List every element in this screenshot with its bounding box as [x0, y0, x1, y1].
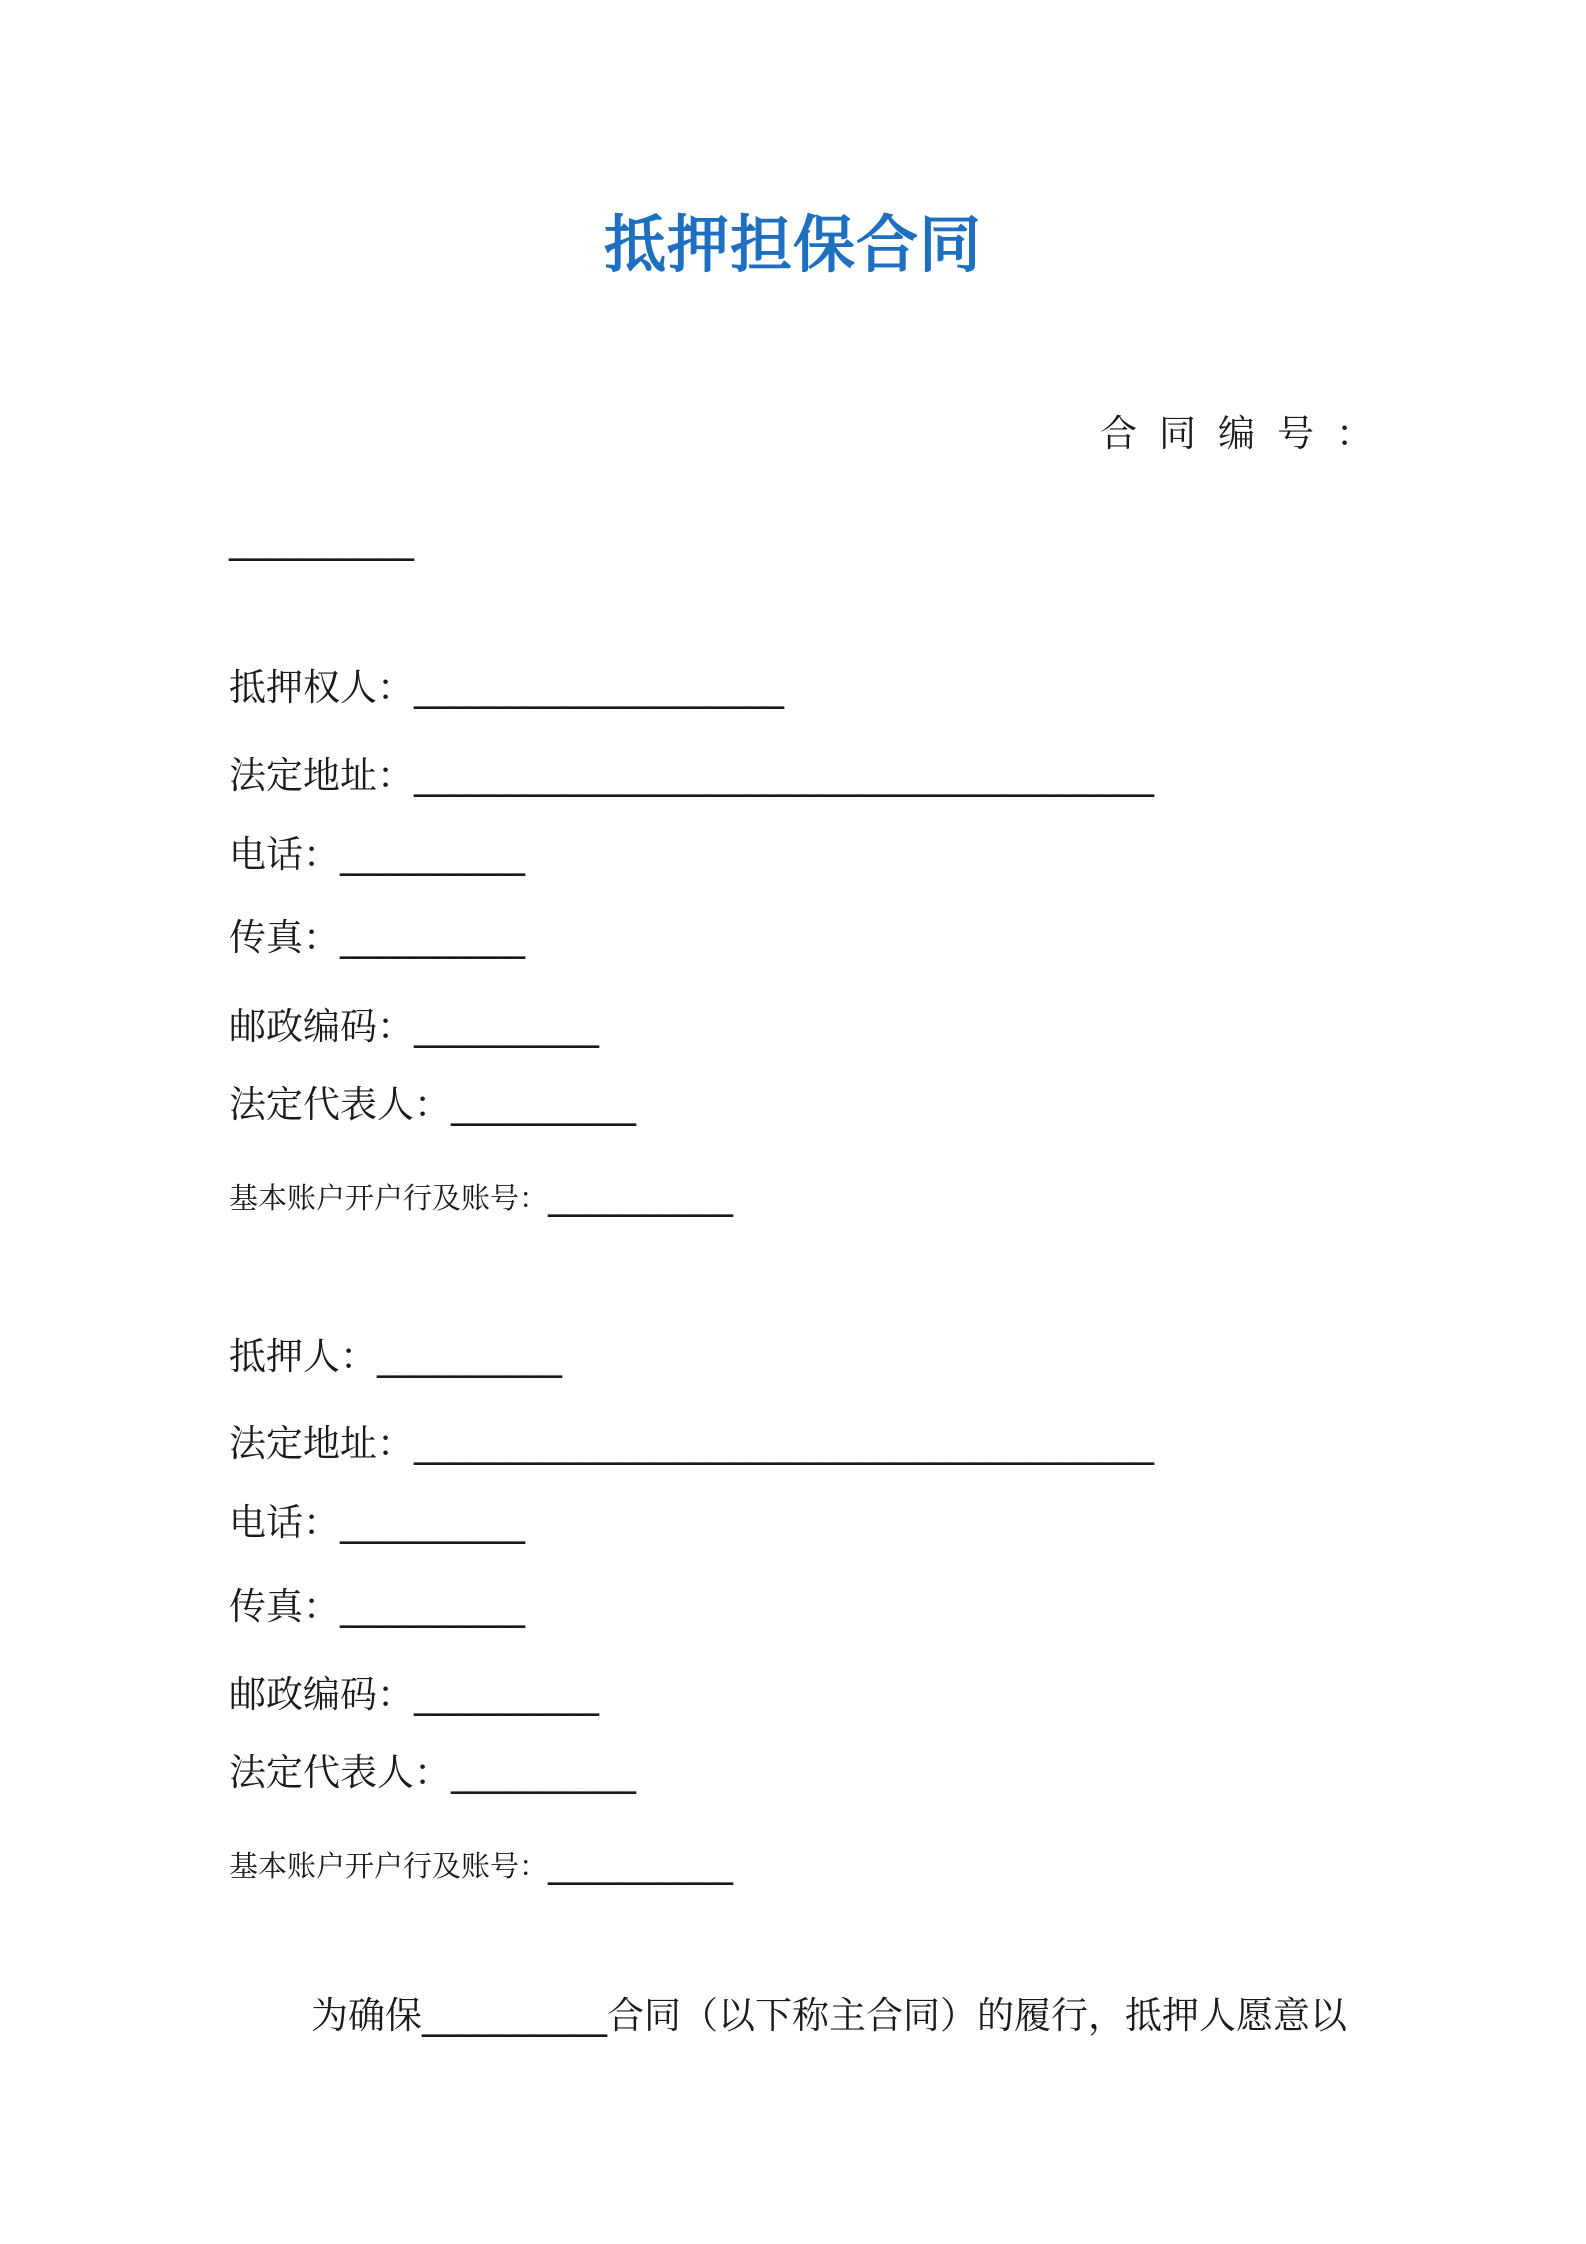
mortgagor-name-blank: __________	[377, 1335, 562, 1378]
mortgagor-rep-label: 法定代表人：	[229, 1751, 451, 1794]
mortgagee-bank-field	[229, 1174, 733, 1220]
mortgagor-name-field	[229, 1331, 562, 1383]
mortgagor-fax-blank: __________	[340, 1585, 525, 1628]
mortgagee-address-blank: ________________________________________	[414, 754, 1154, 797]
mortgagor-rep-blank: __________	[451, 1751, 636, 1794]
mortgagor-name-label: 抵押人：	[229, 1335, 377, 1378]
mortgagor-address-blank: ________________________________________	[414, 1422, 1154, 1465]
mortgagor-address-label: 法定地址：	[229, 1422, 414, 1465]
intro-paragraph: 为确保__________合同（以下称主合同）的履行，抵押人愿意以	[311, 1994, 1347, 2037]
contract-number-blank: __________	[229, 518, 414, 561]
mortgagee-name-blank: ____________________	[414, 666, 784, 709]
mortgagor-phone-field	[229, 1497, 525, 1549]
mortgagee-name-label: 抵押权人：	[229, 666, 414, 709]
mortgagor-postal-label: 邮政编码：	[229, 1673, 414, 1716]
mortgagee-address-label: 法定地址：	[229, 754, 414, 797]
mortgagor-fax-label: 传真：	[229, 1585, 340, 1628]
mortgagee-bank-blank: __________	[548, 1174, 734, 1217]
mortgagee-postal-field	[229, 1001, 599, 1053]
mortgagor-phone-blank: __________	[340, 1501, 525, 1544]
mortgagee-postal-blank: __________	[414, 1005, 599, 1048]
mortgagee-name-field	[229, 662, 784, 714]
mortgagee-phone-field	[229, 829, 525, 881]
mortgagee-phone-blank: __________	[340, 833, 525, 876]
mortgagor-rep-field	[229, 1747, 636, 1799]
document-title: 抵押担保合同	[603, 208, 982, 281]
mortgagee-phone-label: 电话：	[229, 833, 340, 876]
mortgagor-bank-label: 基本账户开户行及账号：	[229, 1849, 549, 1883]
mortgagee-fax-field	[229, 912, 525, 964]
mortgagee-fax-blank: __________	[340, 916, 525, 959]
mortgagee-rep-label: 法定代表人：	[229, 1083, 451, 1126]
mortgagee-bank-label: 基本账户开户行及账号：	[229, 1181, 549, 1215]
mortgagor-postal-field	[229, 1669, 599, 1721]
mortgagee-postal-label: 邮政编码：	[229, 1005, 414, 1048]
mortgagee-rep-field	[229, 1079, 636, 1131]
contract-number-label: 合同编号：	[1100, 412, 1395, 455]
mortgagee-rep-blank: __________	[451, 1083, 636, 1126]
mortgagee-fax-label: 传真：	[229, 916, 340, 959]
mortgagor-postal-blank: __________	[414, 1673, 599, 1716]
mortgagor-phone-label: 电话：	[229, 1501, 340, 1544]
mortgagee-address-field	[229, 750, 1154, 802]
mortgagor-address-field	[229, 1418, 1154, 1470]
mortgagor-fax-field	[229, 1581, 525, 1633]
mortgagor-bank-field	[229, 1842, 733, 1888]
mortgagor-bank-blank: __________	[548, 1842, 734, 1885]
